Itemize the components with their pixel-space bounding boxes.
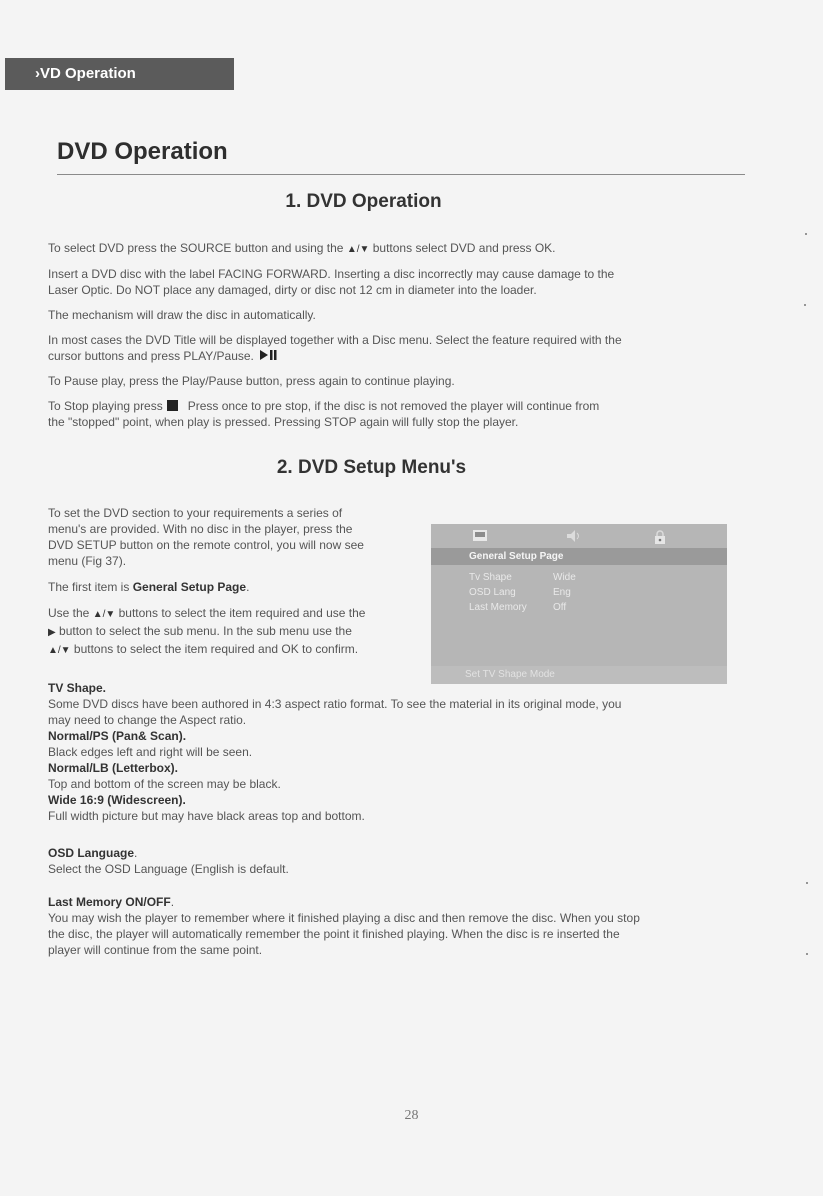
general-setup-page-label: General Setup Page	[132, 580, 247, 594]
text: .	[246, 580, 250, 594]
menu-row-label: Tv Shape	[469, 572, 512, 583]
page-title: DVD Operation	[57, 138, 228, 165]
text: Some DVD discs have been authored in 4:3 aspect ratio format. To see the material in its original mode, you	[48, 697, 622, 711]
text: Press once to pre stop, if the disc is not removed the player will continue from	[187, 399, 600, 413]
text: Select the OSD Language (English is default.	[48, 862, 289, 876]
lock-icon	[653, 530, 667, 547]
last-memory-block	[48, 894, 640, 958]
widescreen-title: Wide 16:9 (Widescreen).	[48, 793, 186, 807]
stop-icon	[167, 400, 178, 411]
audio-setup-icon	[565, 530, 581, 545]
letterbox-title: Normal/LB (Letterbox).	[48, 761, 179, 775]
scan-speck	[805, 233, 807, 235]
text: The first item is	[48, 580, 133, 594]
text: Insert a DVD disc with the label FACING FORWARD. Inserting a disc incorrectly may cause damage to the	[48, 267, 615, 281]
menu-header: General Setup Page	[431, 548, 727, 565]
text: button to select the sub menu. In the sub menu use the	[55, 624, 352, 638]
section-1-paragraph-mechanism: The mechanism will draw the disc in automatically.	[48, 308, 316, 322]
menu-row	[469, 586, 719, 600]
text: may need to change the Aspect ratio.	[48, 713, 247, 727]
title-divider	[57, 174, 745, 175]
text: the "stopped" point, when play is pressed. Pressing STOP again will fully stop the player.	[48, 415, 519, 429]
text: DVD SETUP button on the remote control, you will now see	[48, 538, 364, 552]
text: To set the DVD section to your requirements a series of	[48, 506, 343, 520]
text: cursor buttons and press PLAY/Pause.	[48, 349, 254, 363]
setup-menu-screenshot	[431, 524, 727, 684]
text: Black edges left and right will be seen.	[48, 745, 253, 759]
text: menu (Fig 37).	[48, 554, 127, 568]
menu-row-value: Wide	[553, 572, 576, 583]
text: Laser Optic. Do NOT place any damaged, dirty or disc not 12 cm in diameter into the loader.	[48, 283, 537, 297]
section-1-paragraph-select	[48, 240, 556, 258]
section-1-paragraph-stop	[48, 398, 599, 430]
menu-row-label: Last Memory	[469, 602, 527, 613]
tv-shape-block	[48, 680, 621, 824]
page-number: 28	[404, 1108, 419, 1123]
last-memory-title: Last Memory ON/OFF	[48, 895, 171, 909]
text: .	[134, 846, 138, 860]
section-2-intro	[48, 505, 364, 569]
scan-speck	[804, 304, 806, 306]
text: In most cases the DVD Title will be displayed together with a Disc menu. Select the feature required with the	[48, 333, 622, 347]
text: Full width picture but may have black areas top and bottom.	[48, 809, 365, 823]
up-down-arrows-icon: ▲/▼	[92, 609, 116, 620]
text: menu's are provided. With no disc in the player, press the	[48, 522, 353, 536]
menu-footer-hint: Set TV Shape Mode	[431, 666, 727, 684]
up-down-arrows-icon: ▲/▼	[48, 645, 71, 656]
pan-scan-title: Normal/PS (Pan& Scan).	[48, 729, 187, 743]
tv-shape-title: TV Shape.	[48, 681, 107, 695]
section-1-paragraph-insert	[48, 266, 614, 298]
menu-row-label: OSD Lang	[469, 587, 516, 598]
chapter-header-label: ›VD Operation	[35, 65, 136, 82]
section-2-heading: 2. DVD Setup Menu's	[276, 457, 467, 478]
section-1-paragraph-title	[48, 332, 622, 365]
up-down-arrows-icon: ▲/▼	[346, 244, 370, 255]
menu-row	[469, 571, 719, 585]
menu-icon-bar	[431, 524, 727, 548]
osd-language-title: OSD Language	[48, 846, 135, 860]
section-2-navigation	[48, 605, 365, 659]
text: buttons to select the item required and use the	[115, 606, 366, 620]
text: buttons to select the item required and OK to confirm.	[70, 642, 359, 656]
text: To Stop playing press	[48, 399, 163, 413]
text: buttons select DVD and press OK.	[369, 241, 556, 255]
text: the disc, the player will automatically remember the point it finished playing. When the disc is re inserted the	[48, 927, 620, 941]
text: You may wish the player to remember where it finished playing a disc and then remove the disc. When you stop	[48, 911, 640, 925]
section-2-first-item	[48, 579, 249, 595]
scan-speck	[806, 882, 808, 884]
menu-row	[469, 601, 719, 615]
chapter-header-bar	[5, 58, 234, 90]
osd-language-block	[48, 845, 289, 877]
text: .	[170, 895, 175, 909]
menu-row-value: Off	[553, 602, 567, 613]
section-1-paragraph-pause: To Pause play, press the Play/Pause button, press again to continue playing.	[48, 374, 455, 388]
text: Top and bottom of the screen may be black.	[48, 777, 281, 791]
section-1-heading: 1. DVD Operation	[285, 191, 442, 212]
general-setup-icon	[473, 530, 487, 544]
text: Use the	[48, 606, 93, 620]
scan-speck	[806, 953, 808, 955]
right-arrow-icon: ▶	[48, 627, 56, 638]
play-pause-icon	[260, 349, 280, 365]
text: player will continue from the same point.	[48, 943, 263, 957]
text: To select DVD press the SOURCE button and using the	[48, 241, 347, 255]
menu-row-value: Eng	[553, 587, 571, 598]
